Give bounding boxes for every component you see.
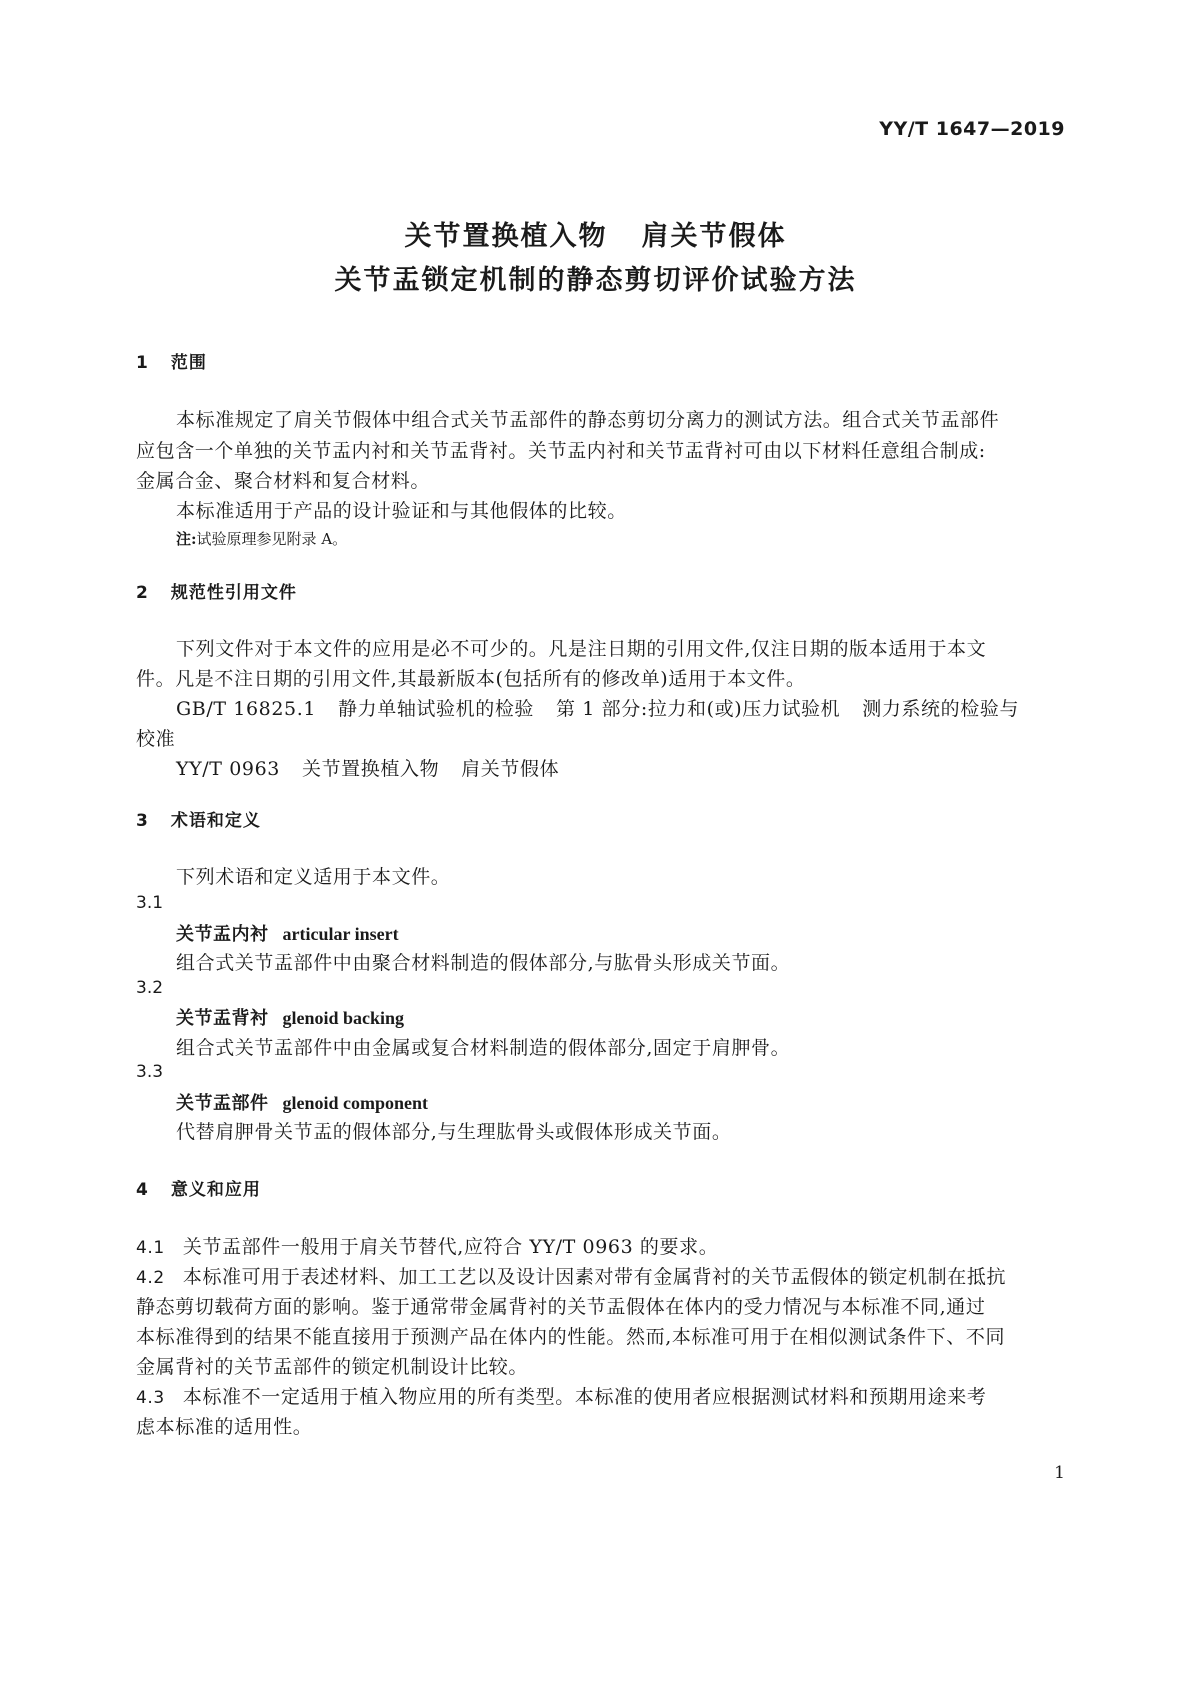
clause-4-1: [136, 1232, 718, 1259]
section-title: 意义和应用: [170, 1180, 261, 1200]
reference-1: [176, 694, 1019, 721]
paragraph-line: 静态剪切载荷方面的影响。鉴于通常带金属背衬的关节盂假体在体内的受力情况与本标准不同,通过: [136, 1296, 986, 1318]
clause-number: 4.1: [136, 1238, 165, 1258]
paragraph-line: 应包含一个单独的关节盂内衬和关节盂背衬。关节盂内衬和关节盂背衬可由以下材料任意组合制成:: [136, 440, 986, 462]
term-heading: [176, 920, 399, 946]
term-en: glenoid component: [282, 1093, 429, 1113]
ref-code: GB/T 16825.1: [176, 698, 317, 720]
clause-4-2: [136, 1262, 1006, 1289]
page-number: 1: [1054, 1463, 1065, 1483]
term-en: articular insert: [282, 924, 399, 944]
section-number: 2: [136, 583, 149, 603]
section-title: 术语和定义: [170, 811, 261, 831]
clause-text: 本标准可用于表述材料、加工工艺以及设计因素对带有金属背衬的关节盂假体的锁定机制在抵抗: [182, 1266, 1007, 1288]
paragraph-line: 下列术语和定义适用于本文件。: [176, 866, 451, 888]
section-title: 范围: [170, 353, 207, 373]
reference-2: [176, 754, 559, 781]
ref-code: YY/T 0963: [176, 758, 280, 780]
title-part-a: 关节置换植入物: [404, 221, 608, 252]
term-definition: 组合式关节盂部件中由金属或复合材料制造的假体部分,固定于肩胛骨。: [176, 1037, 791, 1059]
term-definition: 组合式关节盂部件中由聚合材料制造的假体部分,与肱骨头形成关节面。: [176, 952, 791, 974]
paragraph-line: 金属合金、聚合材料和复合材料。: [136, 470, 431, 492]
paragraph-line: 虑本标准的适用性。: [136, 1416, 313, 1438]
clause-text: 本标准不一定适用于植入物应用的所有类型。本标准的使用者应根据测试材料和预期用途来考: [182, 1386, 987, 1408]
paragraph-line: 件。凡是不注日期的引用文件,其最新版本(包括所有的修改单)适用于本文件。: [136, 668, 806, 690]
section-2-heading: [136, 578, 297, 603]
paragraph-line: 下列文件对于本文件的应用是必不可少的。凡是注日期的引用文件,仅注日期的版本适用于本文: [176, 638, 987, 660]
term-heading: [176, 1089, 428, 1115]
term-zh: 关节盂背衬: [176, 1008, 269, 1029]
ref-title: 测力系统的检验与: [862, 698, 1020, 720]
ref-title: 第 1 部分:拉力和(或)压力试验机: [556, 698, 841, 720]
term-number: 3.1: [136, 893, 164, 913]
clause-number: 4.2: [136, 1268, 165, 1288]
paragraph-line: 本标准规定了肩关节假体中组合式关节盂部件的静态剪切分离力的测试方法。组合式关节盂部件: [176, 409, 1000, 431]
title-line-2: 关节盂锁定机制的静态剪切评价试验方法: [334, 265, 857, 296]
paragraph-line: 金属背衬的关节盂部件的锁定机制设计比较。: [136, 1356, 529, 1378]
paragraph-line: 本标准适用于产品的设计验证和与其他假体的比较。: [176, 500, 627, 522]
term-heading: [176, 1004, 404, 1030]
section-number: 3: [136, 811, 149, 831]
clause-4-3: [136, 1382, 986, 1409]
section-number: 4: [136, 1180, 149, 1200]
section-4-heading: [136, 1175, 261, 1200]
term-number: 3.3: [136, 1062, 164, 1082]
title-part-b: 肩关节假体: [641, 221, 787, 252]
clause-number: 4.3: [136, 1388, 165, 1408]
note: [176, 528, 347, 549]
doc-id: YY/T 1647—2019: [879, 118, 1065, 140]
section-1-heading: [136, 348, 207, 373]
section-3-heading: [136, 806, 261, 831]
term-zh: 关节盂内衬: [176, 924, 269, 945]
paragraph-line: 本标准得到的结果不能直接用于预测产品在体内的性能。然而,本标准可用于在相似测试条件下、不同: [136, 1326, 1006, 1348]
ref-title: 静力单轴试验机的检验: [338, 698, 535, 720]
ref-title: 关节置换植入物: [301, 758, 440, 780]
term-definition: 代替肩胛骨关节盂的假体部分,与生理肱骨头或假体形成关节面。: [176, 1121, 732, 1143]
term-number: 3.2: [136, 978, 164, 998]
term-en: glenoid backing: [282, 1008, 405, 1028]
clause-text: 关节盂部件一般用于肩关节替代,应符合 YY/T 0963 的要求。: [182, 1236, 719, 1258]
title-line-1: [0, 214, 1191, 253]
section-title: 规范性引用文件: [170, 583, 297, 603]
note-label: 注:: [176, 530, 197, 548]
term-zh: 关节盂部件: [176, 1093, 269, 1114]
paragraph-line: 校准: [136, 728, 176, 750]
note-text: 试验原理参见附录 A。: [196, 530, 348, 548]
section-number: 1: [136, 353, 149, 373]
ref-title: 肩关节假体: [461, 758, 560, 780]
